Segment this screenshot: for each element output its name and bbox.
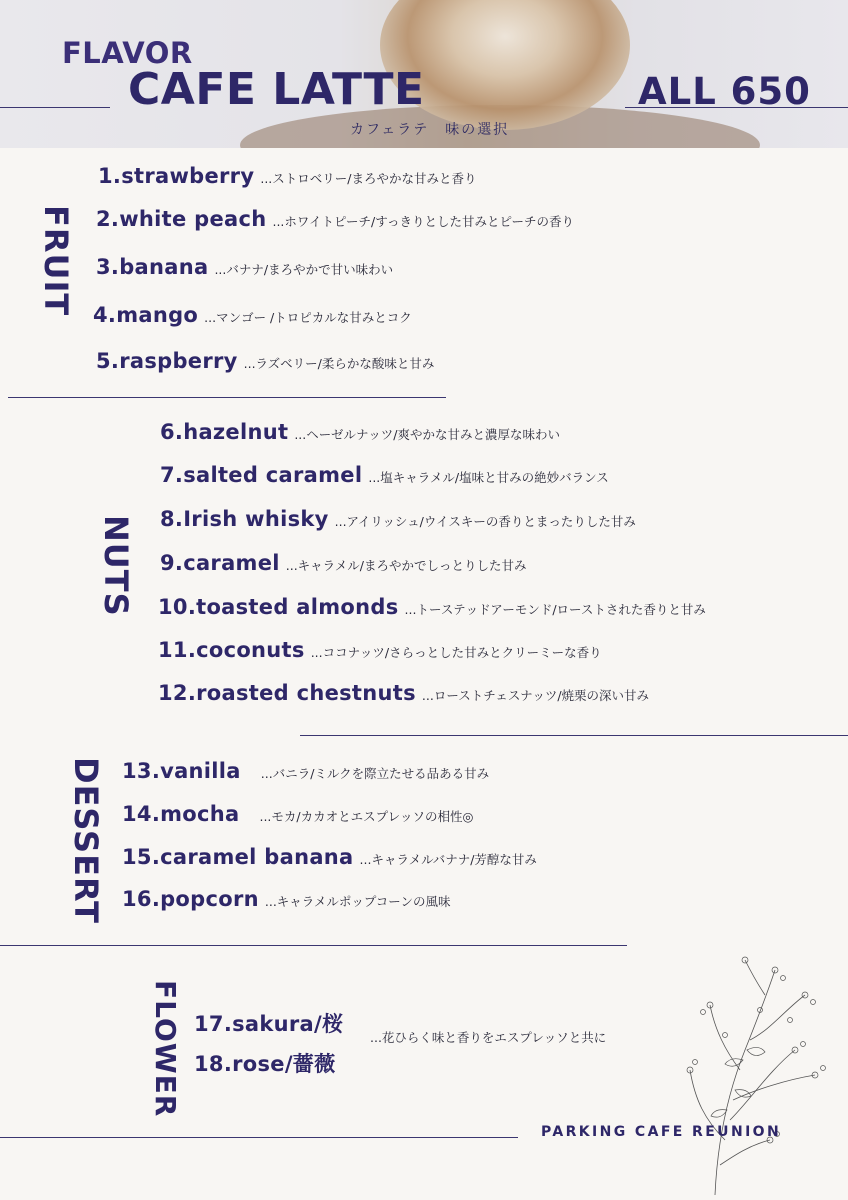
menu-item: 18.rose/薔薇 [194, 1052, 336, 1076]
menu-item: 8.Irish whisky ...アイリッシュ/ウイスキーの香りとまったりした甘み [160, 507, 636, 531]
category-flower: FLOWER [149, 980, 182, 1118]
section-divider [8, 397, 446, 398]
section-divider [300, 735, 848, 736]
menu-item: 7.salted caramel ...塩キャラメル/塩味と甘みの絶妙バランス [160, 463, 609, 487]
section-divider [0, 1137, 518, 1138]
section-divider [0, 945, 627, 946]
menu-item: 1.strawberry ...ストロベリー/まろやかな甘みと香り [98, 164, 477, 188]
menu-item: 16.popcorn ...キャラメルポップコーンの風味 [122, 887, 451, 911]
divider [0, 107, 110, 108]
flower-description: ...花ひらく味と香りをエスプレッソと共に [370, 1030, 607, 1045]
category-dessert: DESSERT [67, 757, 105, 924]
menu-item: 2.white peach ...ホワイトピーチ/すっきりとした甘みとピーチの香り [96, 207, 574, 231]
shop-name: PARKING CAFE REUNION [541, 1124, 782, 1140]
menu-item: 10.toasted almonds ...トーステッドアーモンド/ローストされた香りと甘み [158, 595, 706, 619]
menu-item: 6.hazelnut ...ヘーゼルナッツ/爽やかな甘みと濃厚な味わい [160, 420, 560, 444]
menu-item: 3.banana ...バナナ/まろやかで甘い味わい [96, 255, 394, 279]
menu-item: 14.mocha ...モカ/カカオとエスプレッソの相性◎ [122, 802, 474, 826]
page-subtitle: カフェラテ 味の選択 [350, 122, 510, 138]
menu-item: 9.caramel ...キャラメル/まろやかでしっとりした甘み [160, 551, 527, 575]
menu-item: 11.coconuts ...ココナッツ/さらっとした甘みとクリーミーな香り [158, 638, 602, 662]
menu-item: 5.raspberry ...ラズベリー/柔らかな酸味と甘み [96, 349, 435, 373]
menu-item: 15.caramel banana ...キャラメルバナナ/芳醇な甘み [122, 845, 537, 869]
menu-item: 13.vanilla ...バニラ/ミルクを際立たせる品ある甘み [122, 759, 490, 783]
page-title: CAFE LATTE [128, 64, 425, 115]
menu-item: 4.mango ...マンゴー /トロピカルな甘みとコク [93, 303, 412, 327]
menu-item: 12.roasted chestnuts ...ローストチェスナッツ/焼栗の深い甘み [158, 681, 650, 705]
header-flavor: FLAVOR [62, 36, 193, 70]
price-label: ALL 650 [638, 70, 811, 113]
flower-illustration-icon [655, 950, 835, 1200]
menu-item: 17.sakura/桜 [194, 1012, 344, 1036]
category-nuts: NUTS [97, 515, 135, 617]
category-fruit: FRUIT [37, 205, 75, 317]
